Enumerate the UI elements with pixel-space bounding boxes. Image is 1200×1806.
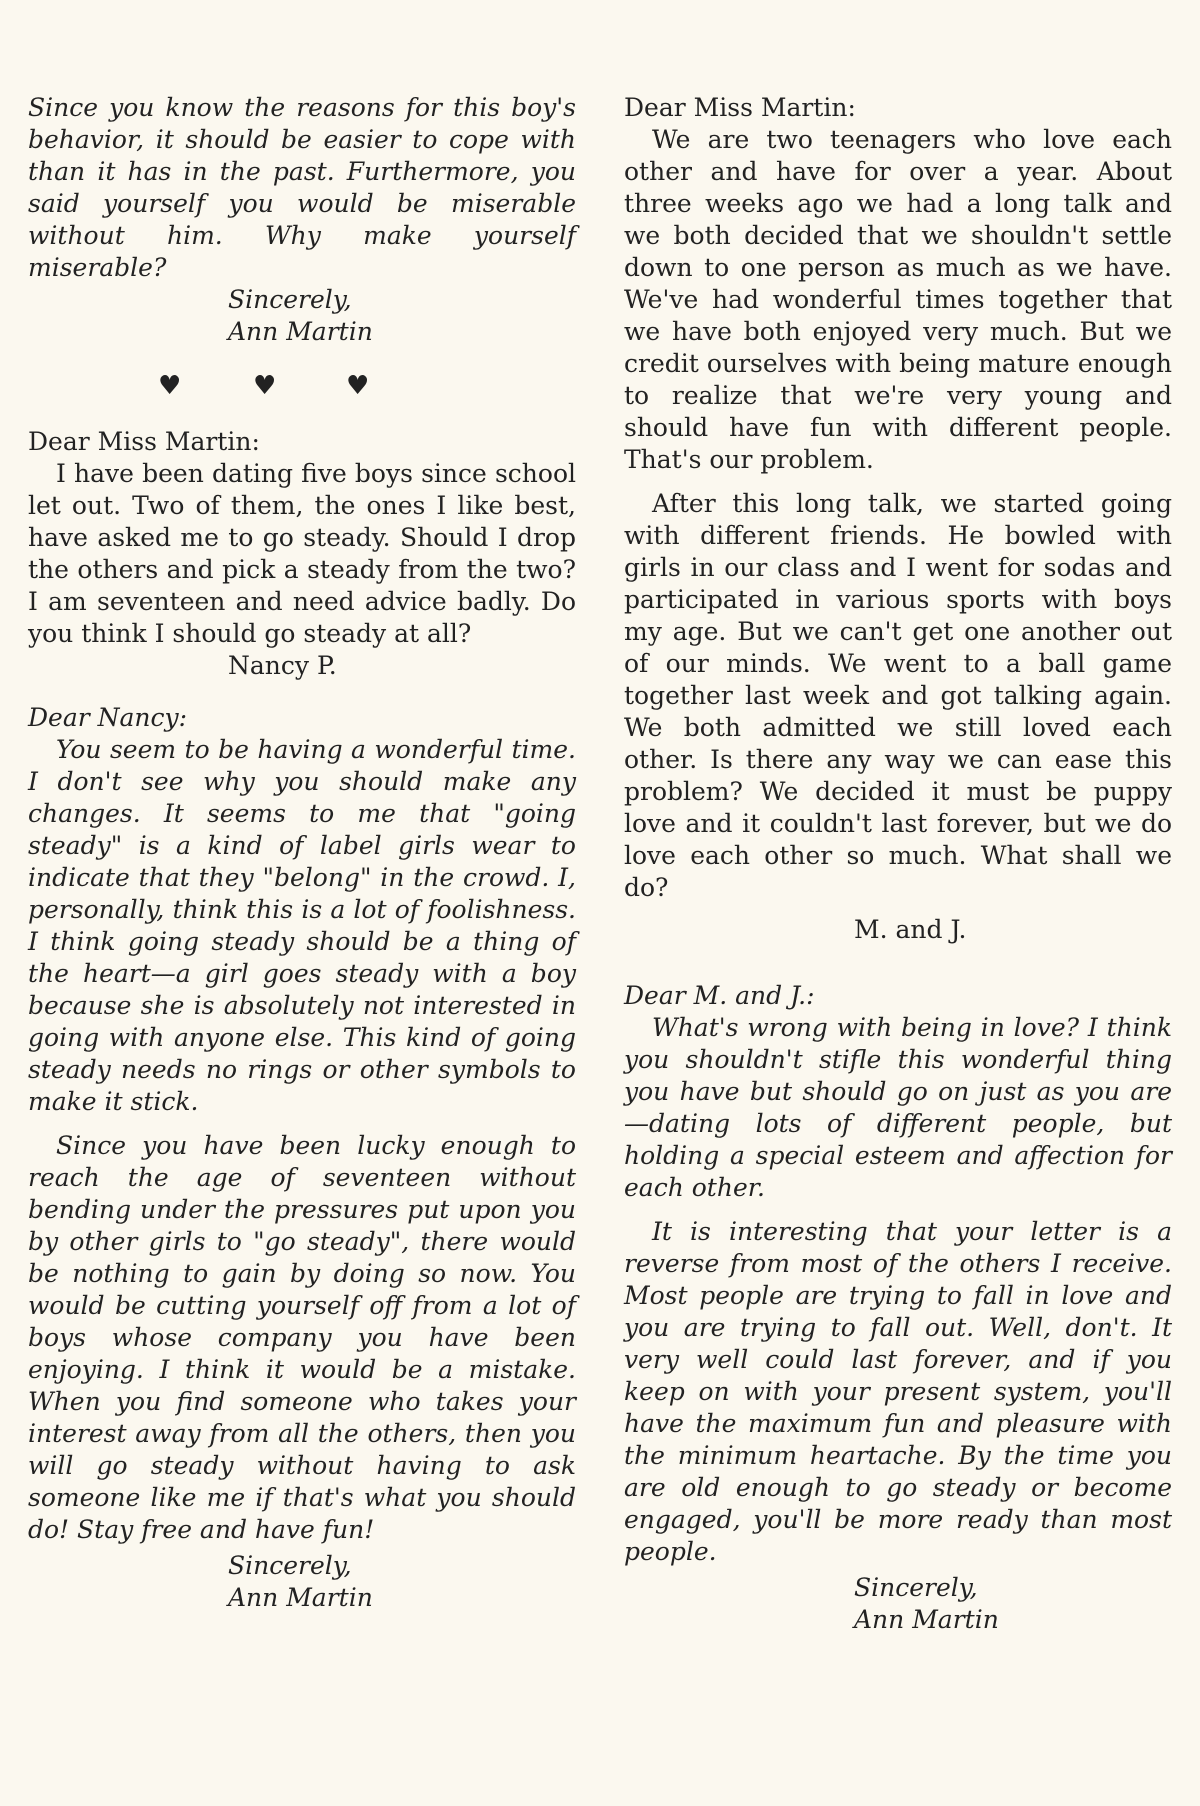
reply-3-paragraph-1: What's wrong with being in love? I think you shouldn't stifle this wonderful thing you have but should go on just as you are—dating lots of different people, but holding a special esteem and affection for each other. [624, 1013, 1172, 1202]
letter-2-body: I have been dating five boys since school let out. Two of them, the ones I like best, have asked me to go steady. Should I drop the others and pick a steady from the two? I am seventeen and need advice badly. Do you think I should go steady at all? [28, 459, 576, 648]
reply-2-paragraph-1: You seem to be having a wonderful time. I don't see why you should make any changes. It seems to me that "going steady" is a kind of label girls wear to indicate that they "belong" in the crowd. I, personally, think this is a lot of foolishness. I think going steady should be a thing of the heart—a girl goes steady with a boy because she is absolutely not interested in going with anyone else. This kind of going steady needs no rings or other symbols to make it stick. [28, 735, 576, 1116]
letter-2-signoff: Nancy P. [228, 651, 337, 680]
letter-3-paragraph-2: After this long talk, we started going with different friends. He bowled with girls in our class and I went for sodas and participated in various sports with boys my age. But we can't get one another out of our minds. We went to a ball game together last week and got talking again. We both admitted we still loved each other. Is there any way we can ease this problem? We decided it must be puppy love and it couldn't last forever, but we do love each other so much. What shall we do? [624, 489, 1172, 902]
reply-2-signature: Ann Martin [228, 1583, 373, 1612]
reply-2-closing: Sincerely, [228, 1551, 352, 1580]
heart-icon: ♥ [346, 371, 370, 401]
reply-1-closing: Sincerely, [228, 285, 352, 314]
right-column [624, 92, 1172, 1636]
heart-divider [28, 366, 576, 406]
letter-3-signoff: M. and J. [854, 915, 967, 944]
reply-1-ending: Since you know the reasons for this boy's behavior, it should be easier to cope with than it has in the past. Furthermore, you said yourself you would be miserable without him. Why make yourself miserable? [28, 93, 576, 282]
reply-2-paragraph-2: Since you have been lucky enough to reach the age of seventeen without bending under the pressures put upon you by other girls to "go steady", there would be nothing to gain by doing so now. You would be cutting yourself off from a lot of boys whose company you have been enjoying. I think it would be a mistake. When you find someone who takes your interest away from all the others, then you will go steady without having to ask someone like me if that's what you should do! Stay free and have fun! [28, 1131, 576, 1544]
reply-3-paragraph-2: It is interesting that your letter is a reverse from most of the others I receive. Most people are trying to fall in love and you are trying to fall out. Well, don't. It very well could last forever, and if you keep on with your present system, you'll have the maximum fun and pleasure with the minimum heartache. By the time you are old enough to go steady or become engaged, you'll be more ready than most people. [624, 1217, 1172, 1566]
reply-3-closing: Sincerely, [854, 1573, 978, 1602]
reply-3-signature: Ann Martin [854, 1605, 999, 1634]
letter-3-salutation: Dear Miss Martin: [624, 93, 856, 122]
heart-icon: ♥ [253, 371, 277, 401]
letter-3-paragraph-1: We are two teenagers who love each other and have for over a year. About three weeks ago we had a long talk and we both decided that we shouldn't settle down to one person as much as we have. We've had wonderful times together that we have both enjoyed very much. But we credit ourselves with being mature enough to realize that we're very young and should have fun with different people. That's our problem. [624, 125, 1172, 474]
reply-3-salutation: Dear M. and J.: [624, 981, 815, 1010]
letter-2-salutation: Dear Miss Martin: [28, 427, 260, 456]
heart-icon: ♥ [158, 371, 182, 401]
left-column [28, 92, 576, 1614]
reply-1-signature: Ann Martin [228, 317, 373, 346]
reply-2-salutation: Dear Nancy: [28, 703, 188, 732]
